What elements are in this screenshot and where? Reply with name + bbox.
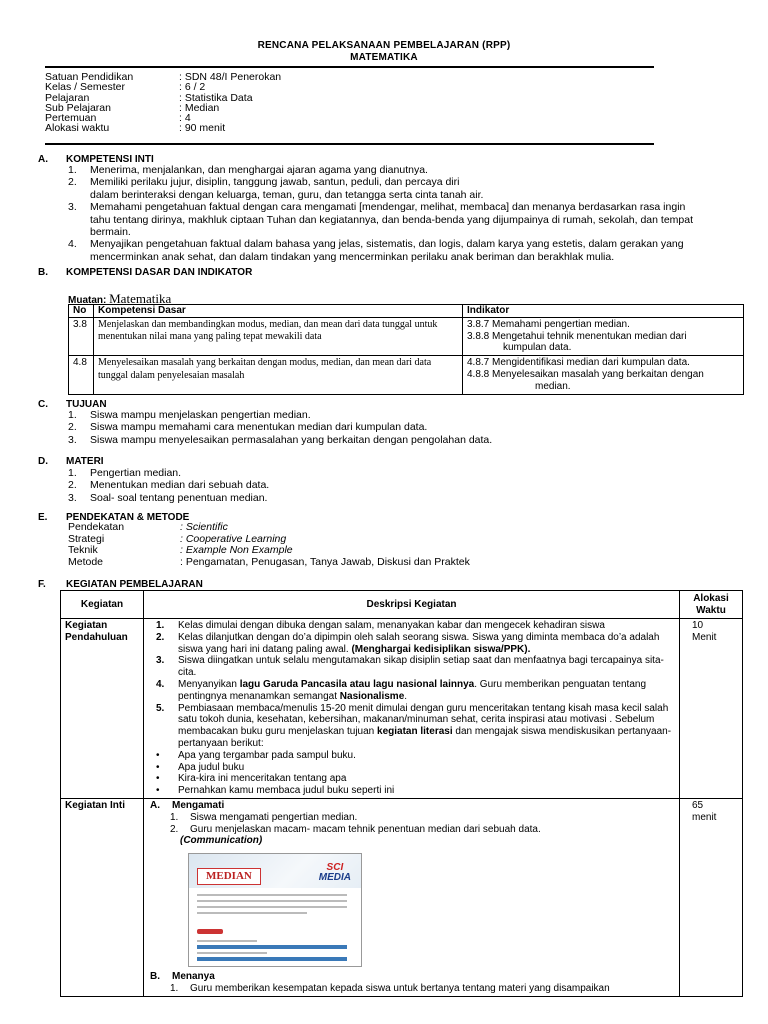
identity-row [45, 103, 539, 113]
alokasi-cell [680, 798, 743, 996]
section-letter: A. [38, 154, 48, 165]
illustration-title: MEDIAN [197, 868, 261, 885]
list-item [68, 479, 708, 491]
bullet-icon: • [156, 749, 160, 761]
indikator-line: kumpulan data. [503, 342, 572, 354]
bullet-icon: • [156, 785, 160, 797]
section-letter: F. [38, 579, 46, 590]
subsection-title: Menanya [172, 971, 215, 983]
item-text-emphasis: (Menghargai kedisiplikan siswa/PPK). [351, 643, 531, 655]
list-item [68, 467, 708, 479]
section-title: MATERI [66, 456, 104, 467]
row-number: 4.8 [69, 356, 94, 394]
list-item [68, 409, 708, 421]
list-item [68, 189, 708, 201]
list-item [148, 812, 675, 824]
item-text [178, 632, 675, 656]
alokasi-unit: menit [692, 811, 717, 823]
item-text-emphasis: lagu Garuda Pancasila atau lagu nasional lainnya [239, 678, 475, 690]
identity-key: Satuan Pendidikan [45, 71, 134, 83]
table-header: Kegiatan [61, 591, 144, 619]
item-number: 1. [170, 982, 179, 994]
bullet-text: Pernahkan kamu membaca judul buku seperti ini [178, 785, 395, 797]
illustration-text-line [197, 940, 257, 942]
illustration-text-line [197, 906, 347, 908]
list-item [148, 703, 675, 750]
item-number [68, 189, 90, 201]
item-text-part: Pembiasaan membaca/menulis 15-20 menit dimulai dengan guru menceritakan tentang kisah masa kecil salah satu tokoh dunia, kesehatan, kebersihan, makanan/minuman sehat, cerita inspirasi atau motivasi . Sebelum membacakan buku guru menjelaskan tujuan [178, 702, 669, 738]
list-item [68, 164, 708, 176]
indikator-line: 4.8.7 Mengidentifikasi median dari kumpulan data. [467, 357, 690, 369]
item-text: Pengertian median. [90, 467, 182, 479]
table-row [69, 356, 744, 394]
item-text: Memiliki perilaku jujur, disiplin, tanggung jawab, santun, peduli, dan percaya diri [90, 176, 460, 189]
item-text [178, 620, 675, 632]
logo-text-bottom: MEDIA [318, 871, 351, 883]
indikator-line: 4.8.8 Menyelesaikan masalah yang berkaitan dengan [467, 368, 704, 380]
identity-row [45, 82, 539, 92]
indikator-cell [463, 356, 744, 394]
approach-row [68, 545, 470, 557]
identity-key: Pertemuan [45, 112, 97, 125]
approach-row [68, 522, 470, 534]
list-item [68, 201, 708, 238]
section-letter: B. [38, 267, 48, 278]
table-row [61, 798, 743, 996]
table-header-row [61, 591, 743, 619]
kegiatan-description [144, 798, 680, 996]
list-item [148, 824, 675, 836]
item-number: 2. [68, 421, 77, 434]
item-text-emphasis: Nasionalisme [339, 690, 405, 702]
approach-key: Pendekatan [68, 521, 125, 533]
subsection-heading [148, 800, 675, 812]
item-text [178, 679, 675, 703]
table-row [61, 619, 743, 799]
item-text-part: Siswa diingatkan untuk selalu mengutamakan sikap disiplin setiap saat dan menfaatnya bagi tercapainya sita-cita. [178, 655, 664, 679]
table-row [69, 317, 744, 355]
item-number: 1. [68, 467, 77, 479]
list-item [148, 983, 675, 995]
section-d-list [68, 467, 708, 504]
item-number: 3. [68, 491, 77, 504]
item-number: 4. [68, 238, 77, 251]
item-text-emphasis: kegiatan literasi [377, 726, 453, 738]
section-letter: E. [38, 512, 48, 523]
identity-key: Sub Pelajaran [45, 101, 111, 114]
illustration-text-line [197, 952, 267, 954]
logo-icon [319, 863, 351, 882]
kd-text: Menyelesaikan masalah yang berkaitan dengan modus, median, dan mean dari data tunggal dalam penyelesaian masalah [94, 356, 463, 394]
bullet-icon: • [156, 761, 160, 773]
indikator-line: 3.8.8 Mengetahui tehnik menentukan median dari [467, 330, 687, 342]
list-item [68, 492, 708, 504]
illustration-data-bar [197, 945, 347, 949]
approach-value: : Cooperative Learning [180, 532, 287, 545]
document-subject: MATEMATIKA [350, 52, 418, 63]
bullet-icon: • [156, 773, 160, 785]
kd-text: Menjelaskan dan membandingkan modus, median, dan mean dari data tunggal untuk menentukan nilai mana yang paling tepat mewakili data [94, 317, 463, 355]
indikator-line: 3.8.7 Memahami pengertian median. [467, 318, 630, 330]
item-text-part: dan mengajak siswa mendiskusikan pertanyaan-pertanyaan berikut: [178, 726, 672, 749]
alokasi-value: 65 [692, 799, 704, 811]
muatan-key: Muatan: [68, 295, 107, 306]
subsection-heading [148, 971, 675, 983]
table-header: Alokasi Waktu [680, 591, 743, 619]
item-number: 3. [68, 433, 77, 446]
table-header: Deskripsi Kegiatan [144, 591, 680, 619]
section-title: KOMPETENSI INTI [66, 154, 154, 165]
item-text: Memahami pengetahuan faktual dengan cara mengamati [mendengar, melihat, membaca] dan menanya berdasarkan rasa ingin tahu tentang dirinya, makhluk ciptaan Tuhan dan kegiatannya, dan benda-benda yang dijumpainya di rumah, sekolah, dan tempat bermain. [90, 201, 693, 238]
identity-block [45, 72, 539, 134]
identity-row [45, 93, 539, 103]
table-header: Indikator [463, 305, 744, 318]
item-text: Guru memberikan kesempatan kepada siswa untuk bertanya tentang materi yang disampaikan [190, 982, 610, 994]
section-b-heading [38, 267, 252, 279]
item-number: 4. [156, 678, 165, 690]
kegiatan-name: Kegiatan Pendahuluan [61, 619, 144, 799]
approach-key: Teknik [68, 544, 98, 556]
item-text-part: Kelas dimulai dengan dibuka dengan salam, menanyakan kabar dan mengecek kehadiran siswa [178, 620, 605, 631]
item-text-part: . [404, 690, 408, 702]
identity-value: : 4 [179, 112, 191, 125]
item-text: Soal- soal tentang penentuan median. [90, 491, 268, 504]
list-item [68, 421, 708, 433]
kegiatan-description [144, 619, 680, 799]
section-title: KEGIATAN PEMBELAJARAN [66, 579, 203, 590]
approach-value: : Scientific [180, 521, 228, 533]
identity-value: : 90 menit [179, 122, 226, 135]
item-text: dalam berinteraksi dengan keluarga, teman, guru, dan tetangga serta cinta tanah air. [90, 188, 484, 201]
list-item [68, 176, 708, 188]
section-title: KOMPETENSI DASAR DAN INDIKATOR [66, 267, 253, 278]
section-title: TUJUAN [66, 399, 107, 410]
bullet-item [148, 762, 675, 774]
subsection-list [148, 812, 675, 836]
illustration-text-line [197, 900, 347, 902]
item-number: 2. [156, 631, 165, 643]
approach-value: : Example Non Example [180, 544, 293, 556]
alokasi-value: 10 [692, 620, 704, 631]
table-header: Kompetensi Dasar [94, 305, 463, 318]
item-text: Siswa mampu memahami cara menentukan median dari kumpulan data. [90, 421, 428, 434]
indikator-line: median. [535, 380, 571, 392]
item-number: 2. [68, 176, 77, 189]
identity-row [45, 113, 539, 123]
muatan-value: Matematika [109, 291, 172, 306]
approach-block [68, 522, 470, 568]
identity-key: Alokasi waktu [45, 122, 110, 135]
table-header-row [69, 305, 744, 318]
communication-label: (Communication) [180, 835, 263, 847]
section-letter: D. [38, 456, 48, 467]
kegiatan-name: Kegiatan Inti [61, 798, 144, 996]
identity-row [45, 123, 539, 133]
approach-row [68, 557, 470, 569]
list-item [148, 620, 675, 632]
subsection-title: Mengamati [172, 799, 225, 811]
subsection-list [148, 983, 675, 995]
top-divider [45, 66, 654, 68]
identity-key: Pelajaran [45, 91, 90, 104]
kompetensi-table [68, 304, 744, 395]
section-a-list [68, 164, 708, 263]
item-number: 1. [68, 409, 77, 421]
bullet-item [148, 773, 675, 785]
bullet-text: Kira-kira ini menceritakan tentang apa [178, 773, 347, 785]
item-number: 5. [156, 702, 165, 714]
question-list [148, 750, 675, 797]
item-number: 3. [156, 655, 165, 667]
identity-value: : 6 / 2 [179, 81, 206, 94]
list-item [148, 655, 675, 679]
item-number: 1. [170, 811, 179, 823]
item-number: 2. [68, 479, 77, 492]
list-item [68, 238, 708, 263]
illustration-text-line [197, 912, 307, 914]
subsection-letter: A. [150, 799, 160, 811]
item-text-part: Kelas dilanjutkan dengan do’a dipimpin oleh salah seorang siswa. Siswa yang diminta membaca do’a adalah siswa yang hari ini datang paling awal. [178, 631, 660, 655]
alokasi-unit: Menit [692, 631, 717, 643]
item-text-part: Menyanyikan [178, 678, 240, 690]
item-text [178, 655, 675, 679]
section-letter: C. [38, 399, 48, 410]
identity-value: : SDN 48/I Penerokan [179, 71, 282, 83]
item-text-part: . Guru memberikan penguatan tentang pentingnya menanamkan semangat [178, 678, 647, 702]
list-item [68, 434, 708, 446]
illustration-text-line [197, 894, 347, 896]
table-header: No [69, 305, 94, 318]
item-text: Siswa mampu menyelesaikan permasalahan yang berkaitan dengan pengolahan data. [90, 433, 493, 446]
bullet-text: Apa yang tergambar pada sampul buku. [178, 749, 356, 761]
subsection-letter: B. [150, 971, 160, 983]
section-c-list [68, 409, 708, 446]
item-number: 1. [68, 164, 77, 176]
section-title: PENDEKATAN & METODE [66, 512, 190, 523]
indikator-cell [463, 317, 744, 355]
item-text: Menerima, menjalankan, dan menghargai ajaran agama yang dianutnya. [90, 164, 428, 176]
identity-key: Kelas / Semester [45, 81, 125, 94]
list-item [148, 632, 675, 656]
item-text: Menyajikan pengetahuan faktual dalam bahasa yang jelas, sistematis, dan logis, dalam karya yang estetis, dalam gerakan yang mencerminkan anak sehat, dan dalam tindakan yang mencerminkan perilaku anak beriman dan berakhlak mulia. [90, 238, 684, 263]
approach-key: Metode [68, 555, 104, 568]
activity-list [148, 620, 675, 750]
identity-divider [45, 143, 654, 145]
bullet-item [148, 750, 675, 762]
identity-value: : Statistika Data [179, 91, 253, 104]
bullet-item [148, 785, 675, 797]
document-title: RENCANA PELAKSANAAN PEMBELAJARAN (RPP) [257, 40, 511, 51]
alokasi-cell [680, 619, 743, 799]
item-text: Menentukan median dari sebuah data. [90, 479, 270, 492]
bullet-text: Apa judul buku [178, 761, 245, 773]
item-number: 3. [68, 201, 77, 214]
item-number: 1. [156, 620, 165, 631]
approach-value: : Pengamatan, Penugasan, Tanya Jawab, Diskusi dan Praktek [180, 555, 470, 568]
list-item [148, 679, 675, 703]
illustration-marker [197, 929, 223, 934]
median-illustration [188, 853, 362, 967]
kegiatan-table [60, 590, 743, 997]
item-text: Siswa mengamati pengertian median. [190, 811, 358, 823]
logo-text-top: SCI [326, 862, 344, 874]
item-number: 2. [170, 823, 179, 835]
item-text: Siswa mampu menjelaskan pengertian median. [90, 409, 311, 421]
illustration-data-bar [197, 957, 347, 961]
item-text [178, 703, 675, 750]
approach-key: Strategi [68, 532, 105, 545]
item-text: Guru menjelaskan macam- macam tehnik penentuan median dari sebuah data. [190, 823, 541, 835]
identity-value: : Median [179, 101, 220, 114]
row-number: 3.8 [69, 317, 94, 355]
